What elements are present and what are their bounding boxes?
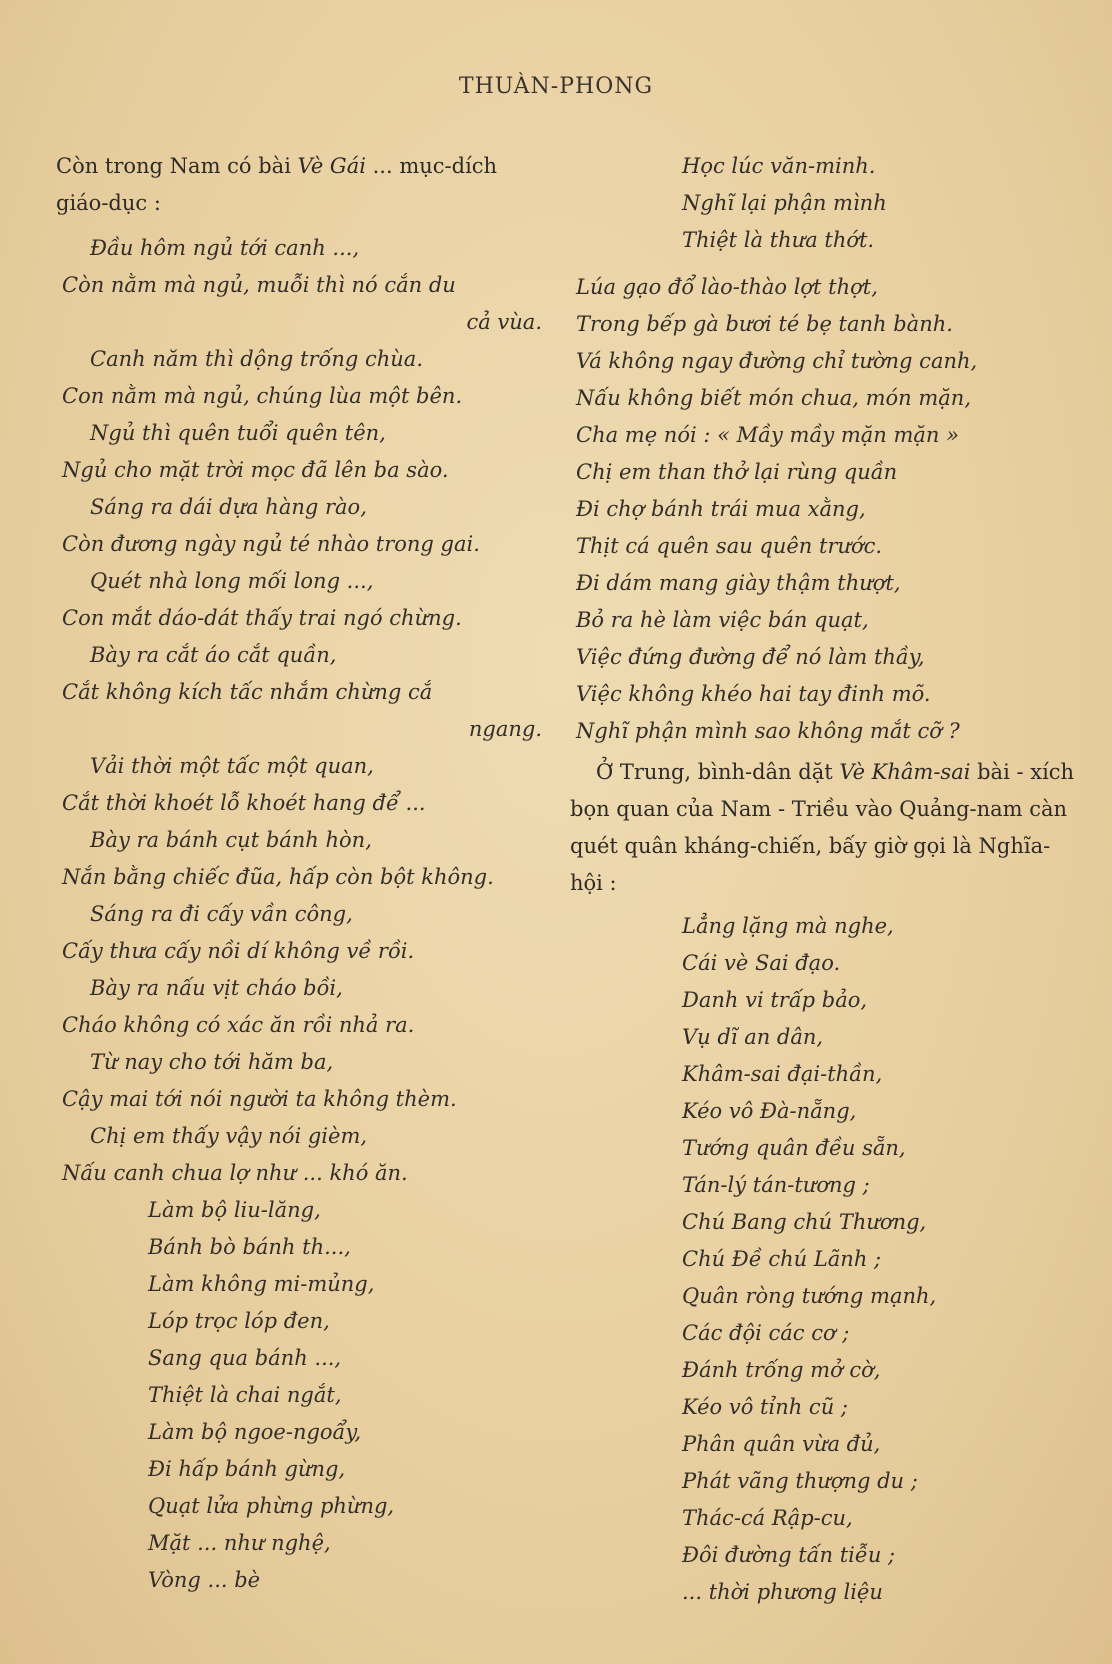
verse-line: Thiệt là thưa thớt. — [682, 228, 875, 252]
verse-line: Cắt thời khoét lỗ khoét hang để ... — [62, 791, 426, 815]
verse-line: Làm không mi-mủng, — [148, 1272, 375, 1296]
verse-line: Sang qua bánh ..., — [148, 1346, 342, 1370]
verse-line: Đầu hôm ngủ tới canh ..., — [90, 236, 360, 260]
verse-line: Bỏ ra hè làm việc bán quạt, — [576, 608, 869, 632]
verse-line: Nghĩ lại phận mình — [682, 191, 887, 215]
verse-line: Cái vè Sai đạo. — [682, 951, 841, 975]
verse-line: Nấu canh chua lợ như ... khó ăn. — [62, 1161, 408, 1185]
verse-line: Cấy thưa cấy nồi dí không về rồi. — [62, 939, 415, 963]
verse-line: Tán-lý tán-tương ; — [682, 1173, 870, 1197]
verse-line: Làm bộ liu-lăng, — [148, 1198, 321, 1222]
verse-line: Đi chợ bánh trái mua xằng, — [576, 497, 866, 521]
verse-line: Danh vi trấp bảo, — [682, 988, 868, 1012]
verse-line: Bày ra bánh cụt bánh hòn, — [90, 828, 372, 852]
verse-line: Các đội các cơ ; — [682, 1321, 850, 1345]
intro-title: Vè Gái — [297, 154, 366, 178]
right-verse-mid — [570, 269, 1080, 750]
verse-line: Sáng ra đi cấy vần công, — [90, 902, 353, 926]
verse-line: Con nằm mà ngủ, chúng lùa một bên. — [62, 384, 463, 408]
para-text-a: Ở Trung, bình-dân dặt — [596, 760, 840, 784]
verse-line: Đôi đường tấn tiễu ; — [682, 1543, 896, 1567]
verse-line: Vải thời một tấc một quan, — [90, 754, 374, 778]
verse-line: Làm bộ ngoe-ngoẩy, — [148, 1420, 362, 1444]
left-verse — [56, 230, 546, 1599]
verse-line: Lẳng lặng mà nghe, — [682, 914, 894, 938]
verse-line: ngang. — [468, 717, 542, 741]
verse-line: Lúa gạo đổ lào-thào lợt thợt, — [576, 275, 878, 299]
verse-line: Lóp trọc lóp đen, — [148, 1309, 330, 1333]
verse-line: Chị em thấy vậy nói gièm, — [90, 1124, 368, 1148]
verse-line: Cha mẹ nói : « Mầy mầy mặn mặn » — [576, 423, 959, 447]
verse-line: Bánh bò bánh th..., — [148, 1235, 351, 1259]
verse-line: Phân quân vừa đủ, — [682, 1432, 881, 1456]
right-verse-bottom — [570, 908, 1080, 1611]
verse-line: Quét nhà long mối long ..., — [90, 569, 374, 593]
page-header: THUÀN-PHONG — [458, 74, 654, 99]
verse-line: Bày ra cắt áo cắt quần, — [90, 643, 337, 667]
verse-line: Sáng ra dái dựa hàng rào, — [90, 495, 367, 519]
verse-line: ... thời phương liệu — [682, 1580, 883, 1604]
verse-line: Cắt không kích tấc nhắm chừng cắ — [62, 680, 433, 704]
intro-text-b: ... mục-dích giáo-dục : — [56, 154, 498, 215]
verse-line: Việc không khéo hai tay đinh mõ. — [576, 682, 931, 706]
verse-line: Thịt cá quên sau quên trước. — [576, 534, 883, 558]
verse-line: Chú Bang chú Thương, — [682, 1210, 927, 1234]
left-column — [56, 148, 546, 1599]
verse-line: Quạt lửa phừng phừng, — [148, 1494, 395, 1518]
verse-line: Phát vãng thượng du ; — [682, 1469, 918, 1493]
verse-line: Mặt ... như nghệ, — [148, 1531, 331, 1555]
verse-line: Đi dám mang giày thậm thượt, — [576, 571, 901, 595]
verse-line: Quân ròng tướng mạnh, — [682, 1284, 937, 1308]
right-paragraph — [570, 754, 1080, 902]
verse-line: Cháo không có xác ăn rồi nhả ra. — [62, 1013, 415, 1037]
verse-line: Ngủ cho mặt trời mọc đã lên ba sào. — [62, 458, 449, 482]
verse-line: Đánh trống mở cờ, — [682, 1358, 881, 1382]
verse-line: Nấu không biết món chua, món mặn, — [576, 386, 972, 410]
verse-line: Thác-cá Rập-cu, — [682, 1506, 853, 1530]
verse-line: Từ nay cho tới hăm ba, — [90, 1050, 334, 1074]
verse-line: Thiệt là chai ngắt, — [148, 1383, 342, 1407]
verse-line: Nắn bằng chiếc đũa, hấp còn bột không. — [62, 865, 494, 889]
verse-line: Việc đứng đường để nó làm thầy, — [576, 645, 925, 669]
verse-line: Đi hấp bánh gừng, — [148, 1457, 346, 1481]
verse-line: Nghĩ phận mình sao không mắt cỡ ? — [576, 719, 960, 743]
verse-line: Ngủ thì quên tuổi quên tên, — [90, 421, 386, 445]
para-text-b: bài - xích bọn quan của Nam - Triều vào Quảng-nam càn quét quân kháng-chiến, bấy giờ gọi là Nghĩa-hội : — [570, 760, 1075, 895]
verse-line: Chị em than thở lại rùng quần — [576, 460, 898, 484]
intro-text-a: Còn trong Nam có bài — [56, 154, 298, 178]
para-title: Vè Khâm-sai — [839, 760, 971, 784]
verse-line: Tướng quân đều sẵn, — [682, 1136, 906, 1160]
verse-line: Kéo vô tỉnh cũ ; — [682, 1395, 848, 1419]
verse-line: Canh năm thì dộng trống chùa. — [90, 347, 424, 371]
verse-line: Khâm-sai đại-thần, — [682, 1062, 883, 1086]
right-column — [570, 148, 1080, 1611]
verse-line: Còn đương ngày ngủ té nhào trong gai. — [62, 532, 480, 556]
verse-line: Trong bếp gà bươi té bẹ tanh bành. — [576, 312, 953, 336]
verse-line: Vòng ... bè — [148, 1568, 261, 1592]
verse-line: Kéo vô Đà-nẵng, — [682, 1099, 857, 1123]
verse-line: Học lúc văn-minh. — [682, 154, 876, 178]
intro-paragraph — [56, 148, 546, 222]
verse-line: cả vùa. — [466, 310, 542, 334]
verse-line: Chú Đề chú Lãnh ; — [682, 1247, 882, 1271]
verse-line: Cậy mai tới nói người ta không thèm. — [62, 1087, 457, 1111]
verse-line: Còn nằm mà ngủ, muỗi thì nó cắn du — [62, 273, 456, 297]
verse-line: Vá không ngay đường chỉ tường canh, — [576, 349, 978, 373]
verse-line: Vụ dĩ an dân, — [682, 1025, 824, 1049]
right-verse-top — [570, 148, 1080, 259]
verse-line: Con mắt dáo-dát thấy trai ngó chừng. — [62, 606, 462, 630]
verse-line: Bày ra nấu vịt cháo bồi, — [90, 976, 343, 1000]
